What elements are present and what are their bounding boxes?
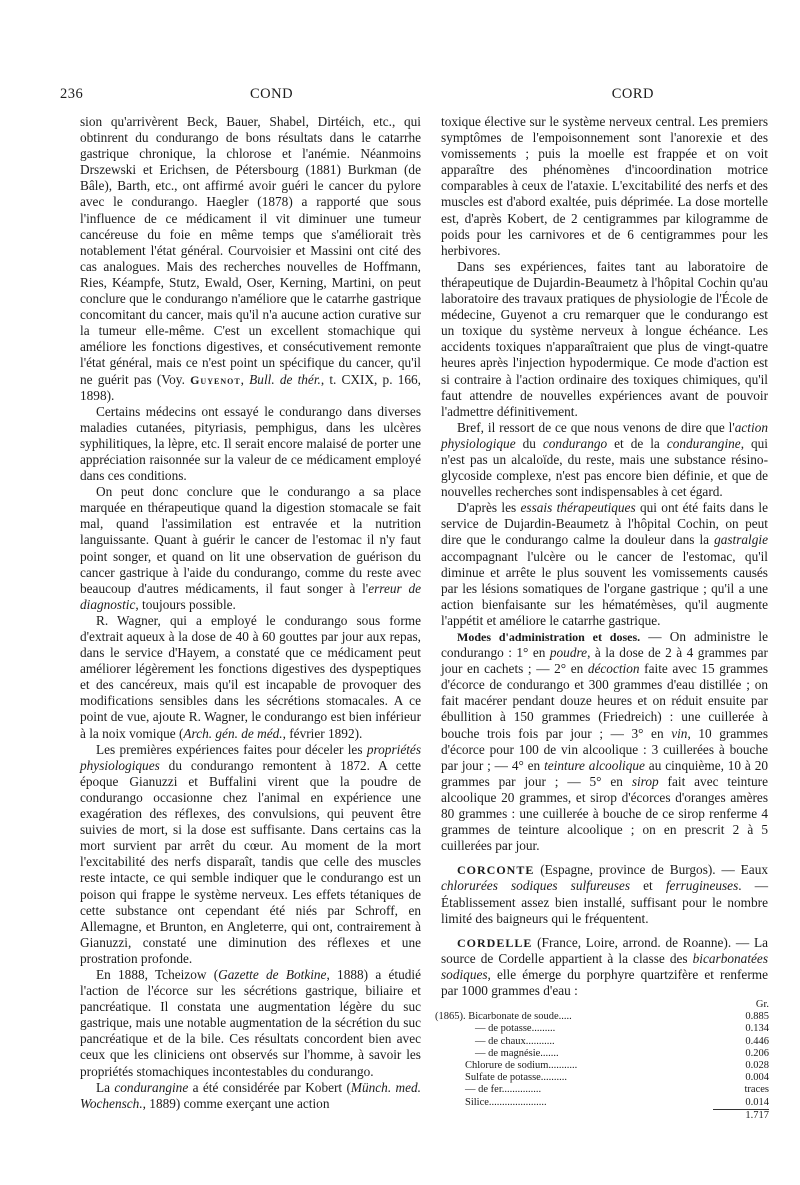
unit-label: Gr.: [755, 999, 769, 1011]
right-column: [435, 114, 769, 1122]
running-header: [60, 86, 744, 108]
entry-cordelle: CORDELLE (France, Loire, arrond. de Roanne). — La source de Cordelle appartient à la classe des bicarbonatées sodiques, elle émerge du porphyre quartzifère et renferme par 1000 grammes d'eau :: [441, 934, 768, 998]
entry-heading: CORDELLE: [457, 935, 533, 950]
table-row: Silice...................... 0.014: [465, 1096, 769, 1109]
paragraph: Bref, il ressort de ce que nous venons de dire que l'action physiologique du condurango et de la condurangine, qui n'est pas un alcaloïde, du reste, mais une substance résino-glycoside complexe, n'est pas encore bien définie, et que de nouvelles recherches sont indispensables à cet égard.: [441, 419, 769, 500]
section-administration: Modes d'administration et doses. — On administre le condurango : 1° en poudre, à la dose de 2 à 4 grammes par jour en cachets ; — 2° en décoction faite avec 15 grammes d'écorce de condurango et 300 grammes d'eau distillée ; on fait macérer pendant douze heures et on réduit ensuite par ébullition à 150 grammes (Friedreich) : une cuillerée à bouche trois fois par jour ; — 3° en vin, 10 grammes d'écorce pour 100 de vin alcoolique : 3 cuillerées à bouche par jour ; — 4° en teinture alcoolique au cinquième, 10 à 20 grammes par jour ; — 5° en sirop fait avec teinture alcoolique 20 grammes, et sirop d'écorces d'oranges amères 80 grammes : une cuillerée à bouche de ce sirop renferme 4 grammes de teinture alcoolique ; on en prescrit 2 à 5 cuillerées par jour.: [441, 629, 769, 854]
paragraph: La condurangine a été considérée par Kobert (Münch. med. Wochensch., 1889) comme exerçant une action: [80, 1079, 421, 1111]
table-row: (1865). Bicarbonate de soude..... 0.885: [435, 1011, 769, 1023]
entry-heading: CORCONTE: [457, 863, 535, 878]
table-row: — de chaux........... 0.446: [475, 1035, 769, 1047]
paragraph: sion qu'arrivèrent Beck, Bauer, Shabel, Dirtéich, etc., qui obtinrent du condurango de bons résultats dans le catarrhe gastrique chronique, la chlorose et l'anémie. Néanmoins Drszewski et Erichsen, de Pétersbourg (1881) Burkman (de Bâle), Barth, etc., ont affirmé avoir guéri le cancer du pylore avec le condurango. Haegler (1878) a rapporté que sous l'influence de ce médicament il vit diminuer une tumeur cancéreuse du foie en même temps que s'améliorait très notablement l'état général. Courvoisier et Massini ont cité des cas analogues. Mais des recherches nouvelles de Hoffmann, Ries, Kéampfe, Stutz, Ewald, Oser, Kerning, Martini, on peut conclure que le condurango n'améliore que le catarrhe gastrique concomitant du cancer, mais qu'il n'a aucune action curative sur la tumeur elle-même. C'est un excellent stomachique qui améliore les fonctions digestives, et consécutivement remonte l'état général, mais ce n'est point un spécifique du cancer, qu'il ne guérit pas (Voy. Guyenot, Bull. de thér., t. CXIX, p. 166, 1898).: [80, 114, 421, 403]
paragraph: Dans ses expériences, faites tant au laboratoire de thérapeutique de Dujardin-Beaumetz à l'hôpital Cochin qu'au laboratoire des travaux pratiques de physiologie de l'École de médecine, Guyenot a cru remarquer que le condurango est un toxique du système nerveux à longue échéance. Les accidents toxiques n'apparaîtraient que plus de vingt-quatre heures après l'injection hypodermique. Ce mode d'action est si contraire à l'action ordinaire des toxiques chimiques, qu'il faut attendre de nouvelles expériences avant de pouvoir l'admettre définitivement.: [441, 258, 768, 419]
table-total: 1.717: [435, 1109, 769, 1122]
table-row: — de fer............... traces: [465, 1084, 769, 1096]
paragraph: En 1888, Tcheizow (Gazette de Botkine, 1888) a étudié l'action de l'écorce sur les sécrétions gastrique, biliaire et pancréatique. Il constata une augmentation légère du suc gastrique, mais une notable augmentation de la sécrétion du suc pancréatique et de la bile. Ces résultats concordent bien avec ceux que les cliniciens ont observés sur l'homme, à savoir les propriétés stomachiques incontestables du condurango.: [80, 966, 421, 1079]
paragraph: R. Wagner, qui a employé le condurango sous forme d'extrait aqueux à la dose de 40 à 60 gouttes par jour aux repas, dans le service d'Hayem, a constaté que ce médicament peut améliorer légèrement les fonctions digestives des dyspeptiques et des cancéreux, mais qu'il est incapable de provoquer des modifications sensibles dans les sécrétions stomacales. A ce point de vue, ajoute R. Wagner, le condurango est bien inférieur à la noix vomique (Arch. gén. de méd., février 1892).: [80, 612, 421, 741]
table-row: — de magnésie....... 0.206: [475, 1047, 769, 1059]
table-row: — de potasse......... 0.134: [475, 1023, 769, 1035]
paragraph: Les premières expériences faites pour déceler les propriétés physiologiques du condurango remontent à 1872. A cette époque Gianuzzi et Buffalini virent que la poudre de condurango occasionne chez l'animal en expérience une exagération des réflexes, des convulsions, qui peuvent être suivies de mort, si la dose est suffisante. Dans certains cas la mort survient par arrêt du cœur. Au moment de la mort l'excitabilité des nerfs disparaît, tandis que celle des muscles reste intacte, ce qui semble indiquer que le condurango est un poison qui frappe le système nerveux. Les effets tétaniques de cette substance ont cependant été niés par Schroff, en Allemagne, et Brunton, en Angleterre, qui ont, contrairement à Gianuzzi, constaté une diminution des réflexes et une prostration profonde.: [80, 741, 421, 966]
entry-corconte: CORCONTE (Espagne, province de Burgos). — Eaux chlorurées sodiques sulfureuses et ferrugineuses. — Établissement assez bien installé, suffisant pour le nombre limité des baigneurs qui le fréquentent.: [441, 862, 768, 926]
table-row: Chlorure de sodium........... 0.028: [465, 1060, 769, 1072]
header-right-keyword: CORD: [611, 86, 654, 102]
paragraph: On peut donc conclure que le condurango a sa place marquée en thérapeutique quand la digestion stomacale se fait mal, quand l'assimilation est entravée et la nutrition languissante. Quant à guérir le cancer de l'estomac il n'y faut point songer, et quand on lit une observation de guérison du cancer gastrique à l'aide du condurango, comme du reste avec beaucoup d'autres médicaments, il faut songer à l'erreur de diagnostic, toujours possible.: [80, 484, 421, 612]
page-number: 236: [60, 86, 84, 102]
paragraph: Certains médecins ont essayé le condurango dans diverses maladies cutanées, pityriasis, pemphigus, dans les ulcères syphilitiques, la lèpre, etc. Il serait encore malaisé de porter une appréciation raisonnée sur la valeur de ce médicament employé dans ces conditions.: [80, 403, 421, 484]
left-column: [80, 114, 421, 1112]
table-row: Sulfate de potasse.......... 0.004: [465, 1072, 769, 1084]
header-left-keyword: COND: [250, 86, 294, 102]
mineral-analysis-table: [435, 999, 769, 1122]
paragraph: D'après les essais thérapeutiques qui ont été faits dans le service de Dujardin-Beaumetz à l'hôpital Cochin, on peut dire que le condurango calme la douleur dans la gastralgie accompagnant l'ulcère ou le cancer de l'estomac, qu'il diminue et arrête le plus souvent les vomissements causés par les lésions somatiques de l'organe gastrique ; qu'il a une action bienfaisante sur les hématémèses, qu'il augmente l'appétit et améliore le catarrhe gastrique.: [441, 500, 768, 628]
paragraph: toxique élective sur le système nerveux central. Les premiers symptômes de l'empoisonnement sont l'anorexie et des vomissements ; puis la moelle est frappée et on voit apparaître des phénomènes d'incoordination motrice comparables à ceux de l'ataxie. L'excitabilité des nerfs et des muscles est d'abord exaltée, puis déprimée. La dose mortelle est, d'après Kobert, de 2 centigrammes par kilogramme de poids pour les carnivores et de 6 centigrammes pour les herbivores.: [441, 114, 768, 258]
section-heading: Modes d'administration et doses.: [457, 630, 641, 644]
